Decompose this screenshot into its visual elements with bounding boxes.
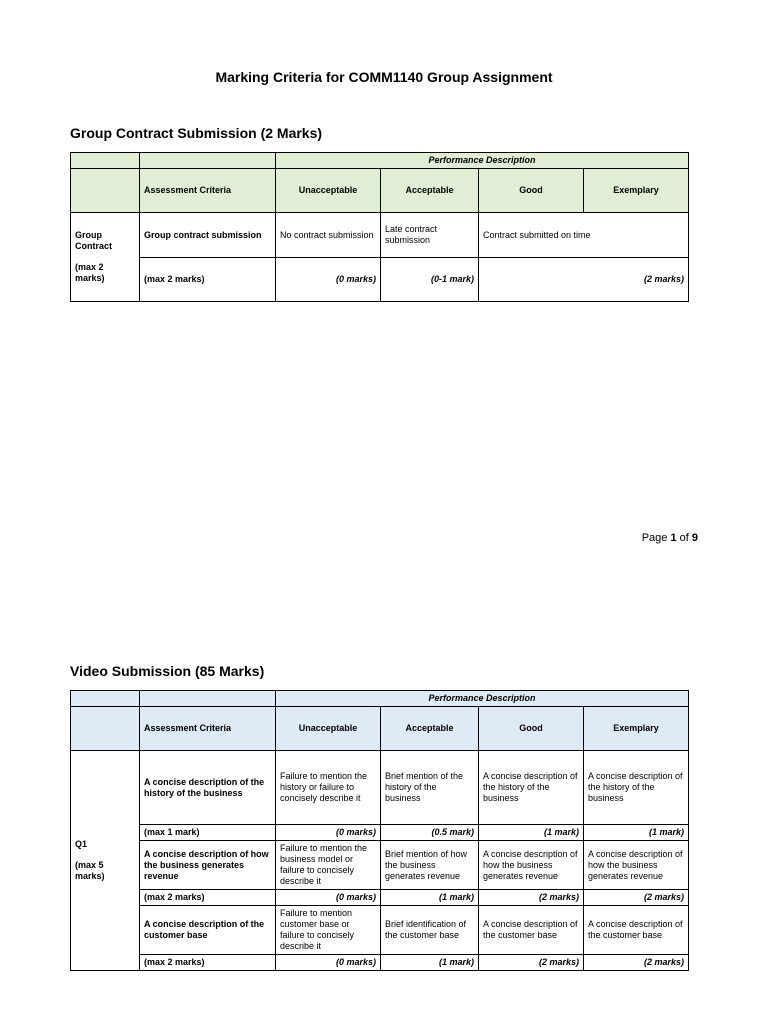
table-row bbox=[71, 213, 689, 258]
performance-description-header: Performance Description bbox=[276, 153, 689, 169]
marks-exemplary: (1 mark) bbox=[584, 825, 689, 841]
marks-acceptable: (0.5 mark) bbox=[381, 825, 479, 841]
marks-exemplary: (2 marks) bbox=[584, 890, 689, 906]
marks-acceptable: (1 mark) bbox=[381, 955, 479, 971]
marks-unacceptable: (0 marks) bbox=[276, 955, 381, 971]
good-cell: A concise description of the customer base bbox=[479, 906, 584, 955]
unacceptable-cell: Failure to mention customer base or failure to concisely describe it bbox=[276, 906, 381, 955]
marks-acceptable: (0-1 mark) bbox=[381, 258, 479, 302]
marks-unacceptable: (0 marks) bbox=[276, 825, 381, 841]
unacceptable-header: Unacceptable bbox=[276, 169, 381, 213]
criterion-cell: A concise description of how the business generates revenue bbox=[140, 841, 276, 890]
page-number: Page 1 of 9 bbox=[641, 532, 698, 544]
good-header: Good bbox=[479, 707, 584, 751]
marks-unacceptable: (0 marks) bbox=[276, 258, 381, 302]
marks-good-exemplary: (2 marks) bbox=[479, 258, 689, 302]
acceptable-cell: Brief identification of the customer base bbox=[381, 906, 479, 955]
exemplary-cell: A concise description of how the business generates revenue bbox=[584, 841, 689, 890]
document-title: Marking Criteria for COMM1140 Group Assignment bbox=[215, 69, 553, 85]
section-heading-group-contract: Group Contract Submission (2 Marks) bbox=[70, 125, 323, 141]
criterion-cell: Group contract submission bbox=[140, 213, 276, 258]
table-row bbox=[71, 841, 689, 890]
marks-good: (2 marks) bbox=[479, 890, 584, 906]
acceptable-header: Acceptable bbox=[381, 707, 479, 751]
table-row bbox=[71, 691, 689, 707]
max-marks-cell: (max 2 marks) bbox=[140, 258, 276, 302]
table-row bbox=[71, 890, 689, 906]
marks-good: (1 mark) bbox=[479, 825, 584, 841]
good-cell: A concise description of how the business generates revenue bbox=[479, 841, 584, 890]
assessment-criteria-header: Assessment Criteria bbox=[140, 707, 276, 751]
table-row bbox=[71, 258, 689, 302]
good-cell: A concise description of the history of the business bbox=[479, 751, 584, 825]
exemplary-cell: A concise description of the history of the business bbox=[584, 751, 689, 825]
group-contract-table bbox=[70, 152, 689, 302]
good-header: Good bbox=[479, 169, 584, 213]
good-exemplary-cell: Contract submitted on time bbox=[479, 213, 689, 258]
unacceptable-cell: Failure to mention the history or failure to concisely describe it bbox=[276, 751, 381, 825]
unacceptable-header: Unacceptable bbox=[276, 707, 381, 751]
marks-acceptable: (1 mark) bbox=[381, 890, 479, 906]
exemplary-header: Exemplary bbox=[584, 707, 689, 751]
assessment-criteria-header: Assessment Criteria bbox=[140, 169, 276, 213]
table-row bbox=[71, 169, 689, 213]
exemplary-cell: A concise description of the customer base bbox=[584, 906, 689, 955]
acceptable-header: Acceptable bbox=[381, 169, 479, 213]
group-contract-label: Group Contract (max 2 marks) bbox=[71, 213, 140, 302]
table-row bbox=[71, 751, 689, 825]
unacceptable-cell: No contract submission bbox=[276, 213, 381, 258]
criterion-cell: A concise description of the history of the business bbox=[140, 751, 276, 825]
max-marks-cell: (max 1 mark) bbox=[140, 825, 276, 841]
q1-label: Q1 (max 5 marks) bbox=[71, 751, 140, 971]
acceptable-cell: Brief mention of how the business generates revenue bbox=[381, 841, 479, 890]
exemplary-header: Exemplary bbox=[584, 169, 689, 213]
marks-good: (2 marks) bbox=[479, 955, 584, 971]
acceptable-cell: Late contract submission bbox=[381, 213, 479, 258]
max-marks-cell: (max 2 marks) bbox=[140, 955, 276, 971]
video-submission-table bbox=[70, 690, 689, 971]
unacceptable-cell: Failure to mention the business model or failure to concisely describe it bbox=[276, 841, 381, 890]
section-heading-video-submission: Video Submission (85 Marks) bbox=[70, 663, 265, 679]
table-row bbox=[71, 825, 689, 841]
acceptable-cell: Brief mention of the history of the business bbox=[381, 751, 479, 825]
table-row bbox=[71, 153, 689, 169]
table-row bbox=[71, 906, 689, 955]
marks-exemplary: (2 marks) bbox=[584, 955, 689, 971]
performance-description-header: Performance Description bbox=[276, 691, 689, 707]
max-marks-cell: (max 2 marks) bbox=[140, 890, 276, 906]
table-row bbox=[71, 707, 689, 751]
table-row bbox=[71, 955, 689, 971]
criterion-cell: A concise description of the customer base bbox=[140, 906, 276, 955]
marks-unacceptable: (0 marks) bbox=[276, 890, 381, 906]
